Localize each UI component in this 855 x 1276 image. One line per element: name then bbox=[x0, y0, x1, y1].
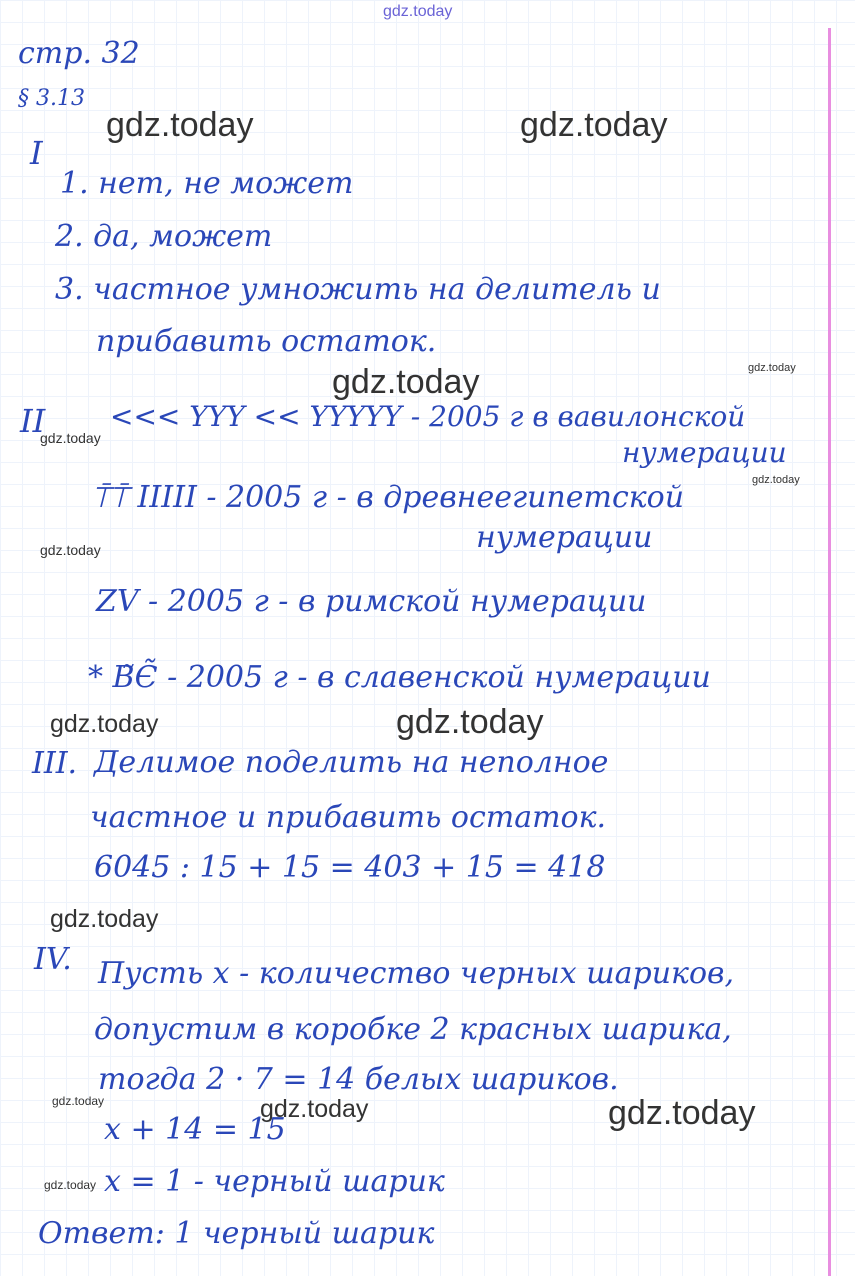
part4-line-2: допустим в коробке 2 красных шарика, bbox=[94, 1012, 732, 1047]
part3-numeral: III. bbox=[32, 746, 78, 781]
part1-numeral: I bbox=[30, 134, 43, 172]
watermark: gdz.today bbox=[332, 363, 480, 401]
part3-line-2: частное и прибавить остаток. bbox=[90, 800, 607, 835]
babylonian-line: <<< YYY << YYYYY - 2005 г в вавилонской bbox=[110, 400, 746, 433]
part3-line-1: Делимое поделить на неполное bbox=[94, 745, 609, 780]
part2-numeral: II bbox=[20, 402, 46, 440]
section-number: § 3.13 bbox=[18, 86, 85, 111]
watermark: gdz.today bbox=[40, 542, 101, 558]
watermark: gdz.today bbox=[260, 1095, 369, 1123]
roman-line: ZV - 2005 г - в римской нумерации bbox=[96, 584, 647, 619]
part4-solution: х = 1 - черный шарик bbox=[104, 1164, 445, 1199]
part4-answer: Ответ: 1 черный шарик bbox=[38, 1216, 435, 1251]
babylonian-line-cont: нумерации bbox=[622, 436, 787, 469]
part1-item-1: 1. нет, не может bbox=[60, 166, 354, 201]
part3-equation: 6045 : 15 + 15 = 403 + 15 = 418 bbox=[94, 850, 606, 885]
watermark: gdz.today bbox=[40, 430, 101, 446]
margin-line bbox=[828, 28, 831, 1276]
watermark: gdz.today bbox=[608, 1094, 756, 1132]
watermark: gdz.today bbox=[520, 106, 668, 144]
egyptian-line-cont: нумерации bbox=[476, 520, 653, 555]
watermark: gdz.today bbox=[748, 362, 796, 374]
part4-line-3: тогда 2 · 7 = 14 белых шариков. bbox=[98, 1062, 619, 1097]
part4-numeral: IV. bbox=[34, 942, 72, 977]
slavic-line: * В̃Є̃ - 2005 г - в славенской нумерации bbox=[88, 660, 711, 695]
part1-item-3-cont: прибавить остаток. bbox=[96, 324, 437, 359]
watermark: gdz.today bbox=[106, 106, 254, 144]
watermark: gdz.today bbox=[50, 905, 159, 933]
watermark: gdz.today bbox=[50, 710, 159, 738]
page-number: стр. 32 bbox=[18, 36, 140, 71]
egyptian-line: ⍑⍑ IIIII - 2005 г - в древнеегипетской bbox=[92, 480, 685, 515]
watermark-top: gdz.today bbox=[383, 3, 453, 20]
part1-item-2: 2. да, может bbox=[55, 219, 273, 254]
watermark: gdz.today bbox=[44, 1178, 97, 1192]
part4-line-1: Пусть х - количество черных шариков, bbox=[98, 956, 735, 991]
part4-equation: х + 14 = 15 bbox=[104, 1112, 286, 1147]
part1-item-3: 3. частное умножить на делитель и bbox=[55, 272, 661, 307]
watermark: gdz.today bbox=[752, 474, 800, 486]
watermark: gdz.today bbox=[52, 1094, 105, 1108]
watermark: gdz.today bbox=[396, 703, 544, 741]
